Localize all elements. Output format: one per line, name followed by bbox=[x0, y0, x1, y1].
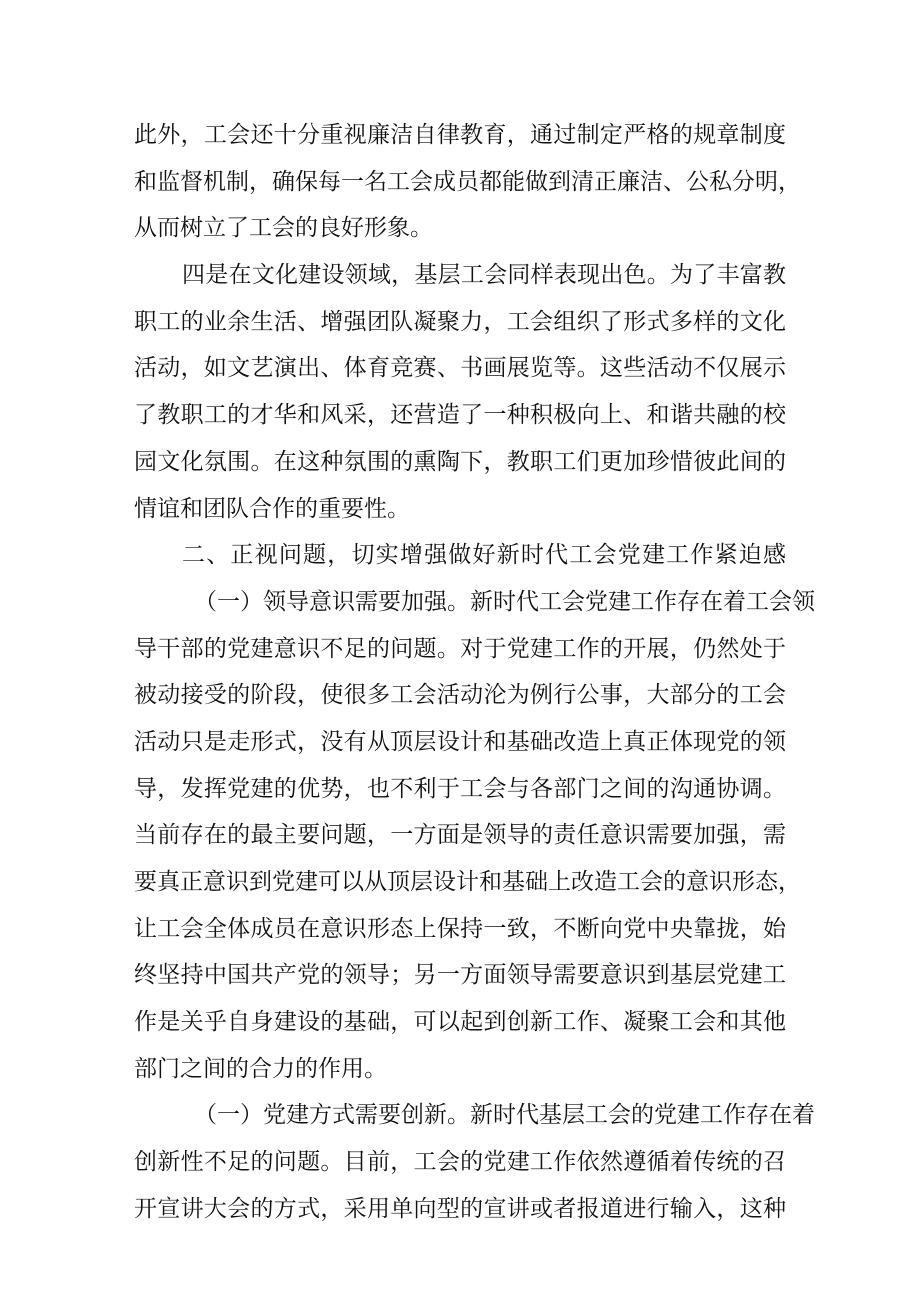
text-line: 情谊和团队合作的重要性。 bbox=[134, 495, 410, 522]
text-line: 让工会全体成员在意识形态上保持一致，不断向党中央靠拢，始 bbox=[134, 915, 786, 942]
text-line: 开宣讲大会的方式，采用单向型的宣讲或者报道进行输入，这种 bbox=[134, 1195, 786, 1222]
text-line: 要真正意识到党建可以从顶层设计和基础上改造工会的意识形态， bbox=[134, 869, 801, 895]
text-line: 当前存在的最主要问题，一方面是领导的责任意识需要加强，需 bbox=[134, 822, 786, 849]
text-line: 了教职工的才华和风采，还营造了一种积极向上、和谐共融的校 bbox=[134, 402, 786, 429]
paragraph bbox=[134, 1092, 815, 1232]
text-line: 导干部的党建意识不足的问题。对于党建工作的开展，仍然处于 bbox=[134, 635, 786, 662]
text-line: 从而树立了工会的良好形象。 bbox=[134, 215, 433, 242]
text-line: 导，发挥党建的优势，也不利于工会与各部门之间的沟通协调。 bbox=[134, 775, 786, 802]
text-line: 创新性不足的问题。目前，工会的党建工作依然遵循着传统的召 bbox=[134, 1149, 786, 1176]
text-line: 四是在文化建设领域，基层工会同样表现出色。为了丰富教 bbox=[182, 262, 786, 289]
heading-line: 二、正视问题，切实增强做好新时代工会党建工作紧迫感 bbox=[182, 542, 786, 569]
text-line: 被动接受的阶段，使很多工会活动沦为例行公事，大部分的工会 bbox=[134, 682, 786, 709]
text-line: 终坚持中国共产党的领导；另一方面领导需要意识到基层党建工 bbox=[134, 962, 786, 989]
text-line: 作是关乎自身建设的基础，可以起到创新工作、凝聚工会和其他 bbox=[134, 1009, 786, 1036]
text-line: 此外，工会还十分重视廉洁自律教育，通过制定严格的规章制度 bbox=[134, 122, 786, 148]
text-line: 部门之间的合力的作用。 bbox=[134, 1055, 387, 1082]
text-line: 活动，如文艺演出、体育竞赛、书画展览等。这些活动不仅展示 bbox=[134, 355, 786, 382]
text-line: 活动只是走形式，没有从顶层设计和基础改造上真正体现党的领 bbox=[134, 728, 786, 755]
text-line: （一）领导意识需要加强。新时代工会党建工作存在着工会领 bbox=[194, 588, 815, 615]
section-heading bbox=[134, 532, 786, 579]
paragraph bbox=[134, 579, 815, 1093]
text-line: 园文化氛围。在这种氛围的熏陶下，教职工们更加珍惜彼此间的 bbox=[134, 448, 786, 475]
document-body bbox=[134, 112, 815, 1233]
paragraph bbox=[134, 112, 801, 252]
text-line: 职工的业余生活、增强团队凝聚力，工会组织了形式多样的文化 bbox=[134, 308, 786, 335]
text-line: （一）党建方式需要创新。新时代基层工会的党建工作存在着 bbox=[194, 1102, 815, 1129]
paragraph bbox=[134, 252, 786, 532]
text-line: 和监督机制，确保每一名工会成员都能做到清正廉洁、公私分明， bbox=[134, 168, 801, 195]
